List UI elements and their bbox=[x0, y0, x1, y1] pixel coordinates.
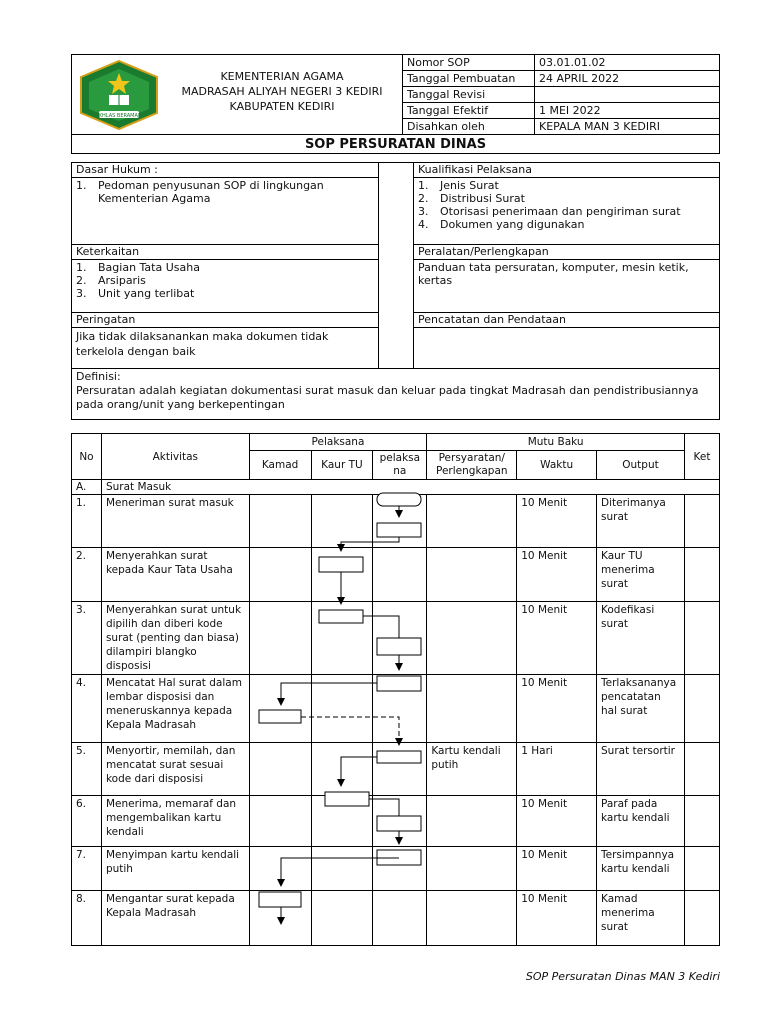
field-value: 1 MEI 2022 bbox=[535, 103, 720, 119]
field-label: Disahkan oleh bbox=[403, 119, 535, 135]
svg-text:IKHLAS BERAMAL: IKHLAS BERAMAL bbox=[97, 113, 141, 119]
field-label: Tanggal Pembuatan bbox=[403, 71, 535, 87]
table-row: 7. Menyimpan kartu kendali putih 10 Menit Tersimpannya kartu kendali bbox=[72, 847, 720, 891]
table-row: 8. Mengantar surat kepada Kepala Madrasah 10 Menit Kamad menerima surat bbox=[72, 891, 720, 946]
col-mutu-baku: Mutu Baku bbox=[427, 434, 685, 451]
peralatan-section: Peralatan/Perlengkapan Panduan tata persuratan, komputer, mesin ketik, kertas bbox=[414, 245, 720, 313]
table-row: 3. Menyerahkan surat untuk dipilih dan diberi kode surat (penting dan biasa) dilampiri blangko disposisi 10 Menit Kodefikasi surat bbox=[72, 602, 720, 675]
dasar-hukum-section: Dasar Hukum : 1. Pedoman penyusunan SOP di lingkungan Kementerian Agama bbox=[72, 163, 379, 245]
col-output: Output bbox=[597, 451, 685, 480]
col-pelaksana-staff: pelaksa na bbox=[373, 451, 427, 480]
kualifikasi-section: Kualifikasi Pelaksana 1. Jenis Surat 2. Distribusi Surat 3. Otorisasi penerimaan dan pengiriman surat 4. Dokumen yang digunakan bbox=[414, 163, 720, 245]
field-value bbox=[535, 87, 720, 103]
page-title: SOP PERSURATAN DINAS bbox=[72, 135, 720, 154]
footer-caption: SOP Persuratan Dinas MAN 3 Kediri bbox=[525, 970, 720, 983]
col-ket: Ket bbox=[684, 434, 719, 480]
col-kaur-tu: Kaur TU bbox=[311, 451, 373, 480]
table-row: 1. Meneriman surat masuk 10 Menit Diterimanya surat bbox=[72, 495, 720, 548]
kualifikasi-list: 1. Jenis Surat 2. Distribusi Surat 3. Otorisasi penerimaan dan pengiriman surat 4. Dokumen yang digunakan bbox=[418, 179, 681, 231]
table-row: 2. Menyerahkan surat kepada Kaur Tata Usaha 10 Menit Kaur TU menerima surat bbox=[72, 548, 720, 602]
table-row: 5. Menyortir, memilah, dan mencatat surat sesuai kode dari disposisi Kartu kendali putih 1 Hari Surat tersortir bbox=[72, 743, 720, 796]
table-row: 4. Mencatat Hal surat dalam lembar disposisi dan meneruskannya kepada Kepala Madrasah 10 Menit Terlaksananya pencatatan hal surat bbox=[72, 675, 720, 743]
field-value: KEPALA MAN 3 KEDIRI bbox=[535, 119, 720, 135]
col-waktu: Waktu bbox=[517, 451, 597, 480]
definisi-section: Definisi: Persuratan adalah kegiatan dokumentasi surat masuk dan keluar pada tingkat Madrasah dan pendistribusiannya pada orang/unit yang berkepentingan bbox=[72, 369, 720, 420]
header-identity-cell bbox=[72, 55, 403, 135]
section-label: Surat Masuk bbox=[101, 480, 719, 495]
field-value: 03.01.01.02 bbox=[535, 55, 720, 71]
pencatatan-section: Pencatatan dan Pendataan bbox=[414, 313, 720, 369]
keterkaitan-section: Keterkaitan 1. Bagian Tata Usaha 2. Arsiparis 3. Unit yang terlibat bbox=[72, 245, 379, 313]
col-aktivitas: Aktivitas bbox=[101, 434, 249, 480]
field-value: 24 APRIL 2022 bbox=[535, 71, 720, 87]
procedure-table bbox=[71, 433, 720, 946]
col-no: No bbox=[72, 434, 102, 480]
dasar-hukum-list: 1. Pedoman penyusunan SOP di lingkungan Kementerian Agama bbox=[76, 179, 324, 205]
field-label: Tanggal Revisi bbox=[403, 87, 535, 103]
sop-header-table bbox=[71, 54, 720, 154]
sop-info-table bbox=[71, 162, 720, 420]
table-row: 6. Menerima, memaraf dan mengembalikan kartu kendali 10 Menit Paraf pada kartu kendali bbox=[72, 796, 720, 847]
col-persyaratan: Persyaratan/ Perlengkapan bbox=[427, 451, 517, 480]
kemenag-logo bbox=[77, 59, 161, 131]
field-label: Nomor SOP bbox=[403, 55, 535, 71]
institution-name: KEMENTERIAN AGAMA MADRASAH ALIYAH NEGERI 3 KEDIRI KABUPATEN KEDIRI bbox=[181, 70, 383, 113]
col-kamad: Kamad bbox=[249, 451, 311, 480]
field-label: Tanggal Efektif bbox=[403, 103, 535, 119]
keterkaitan-list: 1. Bagian Tata Usaha 2. Arsiparis 3. Unit yang terlibat bbox=[76, 261, 200, 300]
peringatan-section: Peringatan Jika tidak dilaksanankan maka dokumen tidak terkelola dengan baik bbox=[72, 313, 379, 369]
col-pelaksana: Pelaksana bbox=[249, 434, 427, 451]
section-no: A. bbox=[72, 480, 102, 495]
